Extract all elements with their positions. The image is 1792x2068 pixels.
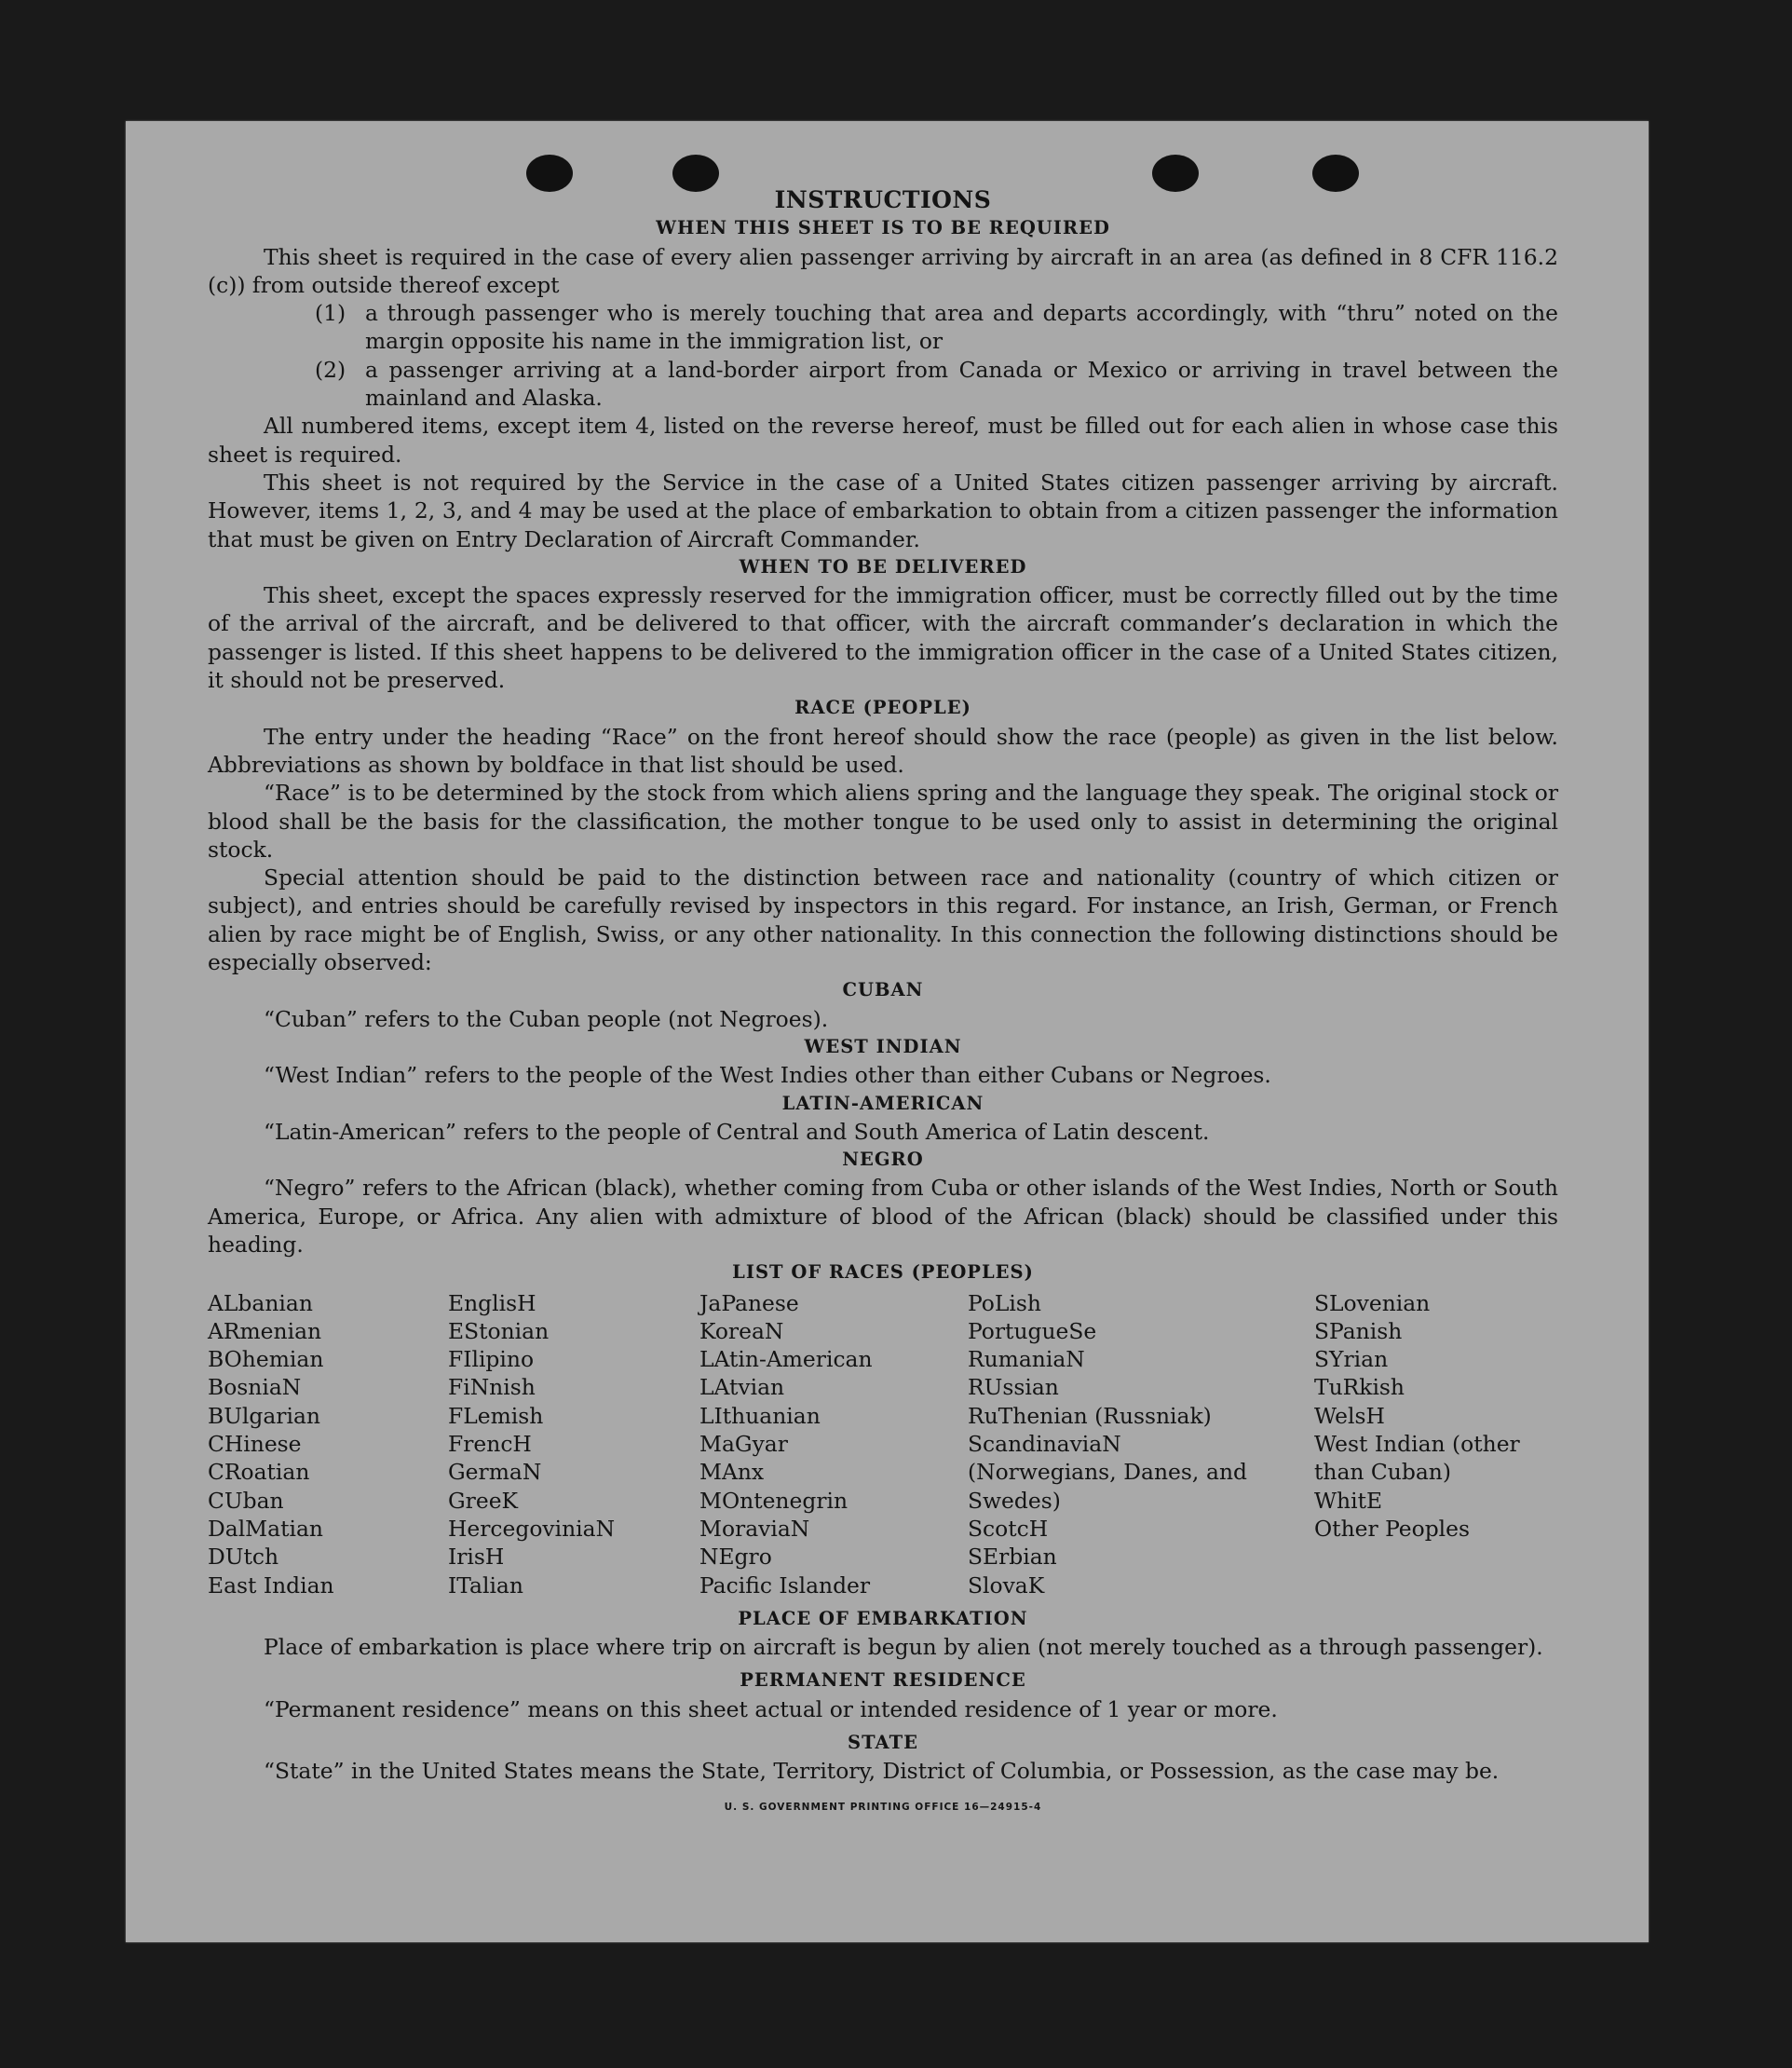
race-item: GermaN	[448, 1459, 542, 1486]
race-item: RuThenian (Russniak)	[968, 1402, 1212, 1429]
race-item: ALbanian	[208, 1289, 313, 1316]
page-title: INSTRUCTIONS	[774, 186, 992, 213]
race-item: East Indian	[208, 1571, 334, 1599]
numbered-item	[208, 356, 1558, 413]
numbered-item	[208, 299, 1558, 356]
race-item: EStonian	[448, 1317, 550, 1344]
race-item: KoreaN	[699, 1317, 784, 1344]
sheet-content	[208, 186, 1558, 1821]
race-item: LAtin-American	[699, 1346, 873, 1373]
section-heading-state: STATE	[848, 1732, 918, 1754]
race-item: TuRkish	[1314, 1374, 1405, 1401]
race-item: SlovaK	[968, 1571, 1045, 1599]
race-item: EnglisH	[448, 1289, 536, 1316]
section-heading-embarkation: PLACE OF EMBARKATION	[738, 1607, 1028, 1629]
race-item: SYrian	[1314, 1346, 1389, 1373]
item-text: a passenger arriving at a land-border airport from Canada or Mexico or arriving in travel between the mainland and Alaska.	[365, 356, 1558, 412]
section-heading-when-required: WHEN THIS SHEET IS TO BE REQUIRED	[656, 217, 1110, 239]
race-column	[1314, 1289, 1558, 1599]
section-heading-race: RACE (PEOPLE)	[794, 697, 971, 719]
race-item: FIlipino	[448, 1346, 535, 1373]
race-item: SLovenian	[1314, 1289, 1431, 1316]
instruction-sheet	[126, 121, 1649, 1942]
paragraph: “Latin-American” refers to the people of Central and South America of Latin descent.	[264, 1118, 1210, 1145]
paragraph: All numbered items, except item 4, listed on the reverse hereof, must be filled out for each alien in whose case this sheet is required.	[208, 413, 1558, 468]
race-column	[968, 1289, 1314, 1599]
printing-office-footer: U. S. GOVERNMENT PRINTING OFFICE 16—24915-4	[724, 1801, 1042, 1813]
section-heading-west-indian: WEST INDIAN	[804, 1035, 962, 1057]
race-item: Other Peoples	[1314, 1515, 1471, 1542]
section-heading-residence: PERMANENT RESIDENCE	[740, 1669, 1026, 1692]
item-text: a through passenger who is merely touching that area and departs accordingly, with “thru” noted on the margin opposite his name in the immigration list, or	[365, 300, 1558, 355]
section-heading-list-of-races: LIST OF RACES (PEOPLES)	[732, 1261, 1034, 1284]
race-item: MaGyar	[699, 1431, 788, 1458]
race-item: LIthuanian	[699, 1402, 821, 1429]
paragraph: “Negro” refers to the African (black), whether coming from Cuba or other islands of the West Indies, North or South America, Europe, or Africa. Any alien with admixture of blood of the African (black) should be classified under this heading.	[208, 1175, 1558, 1258]
race-item: JaPanese	[699, 1289, 799, 1316]
race-item: WelsH	[1314, 1402, 1385, 1429]
paragraph: Place of embarkation is place where trip on aircraft is begun by alien (not merely touched as a through passenger).	[264, 1634, 1543, 1661]
race-item: GreeK	[448, 1487, 519, 1514]
race-item: SPanish	[1314, 1317, 1403, 1344]
section-heading-latin-american: LATIN-AMERICAN	[781, 1092, 984, 1114]
race-item: CHinese	[208, 1431, 302, 1458]
race-item: ScotcH	[968, 1515, 1049, 1542]
paragraph: The entry under the heading “Race” on the front hereof should show the race (people) as given in the list below. Abbreviations as shown by boldface in that list should be used.	[208, 723, 1558, 778]
race-item: CRoatian	[208, 1459, 310, 1486]
paragraph: This sheet is required in the case of every alien passenger arriving by aircraft in an area (as defined in 8 CFR 116.2 (c)) from outside thereof except	[208, 243, 1558, 298]
paragraph: “Permanent residence” means on this sheet actual or intended residence of 1 year or more.	[264, 1695, 1278, 1722]
paragraph: “Race” is to be determined by the stock from which aliens spring and the language they speak. The original stock or blood shall be the basis for the classification, the mother tongue to be used only to assist in determining the original stock.	[208, 780, 1558, 863]
race-item: WhitE	[1314, 1487, 1383, 1514]
race-column	[699, 1289, 968, 1599]
section-heading-when-delivered: WHEN TO BE DELIVERED	[739, 555, 1027, 578]
race-item: ARmenian	[208, 1317, 322, 1344]
section-heading-cuban: CUBAN	[842, 979, 924, 1001]
item-number: (1)	[315, 300, 346, 327]
paragraph: This sheet is not required by the Service in the case of a United States citizen passenger arriving by aircraft. However, items 1, 2, 3, and 4 may be used at the place of embarkation to obtain from a citizen passenger the information that must be given on Entry Declaration of Aircraft Commander.	[208, 469, 1558, 552]
paragraph: “Cuban” refers to the Cuban people (not Negroes).	[264, 1005, 829, 1032]
race-item: HercegoviniaN	[448, 1515, 616, 1542]
race-item: Pacific Islander	[699, 1571, 871, 1599]
race-item: MAnx	[699, 1459, 765, 1486]
race-item: FrencH	[448, 1431, 532, 1458]
race-item: ITalian	[448, 1571, 523, 1599]
race-item: PoLish	[968, 1289, 1041, 1316]
race-column	[448, 1289, 699, 1599]
race-item: CUban	[208, 1487, 284, 1514]
paragraph: “State” in the United States means the State, Territory, District of Columbia, or Possession, as the case may be.	[264, 1758, 1500, 1785]
race-item: RUssian	[968, 1374, 1059, 1401]
race-item: SErbian	[968, 1544, 1057, 1571]
paragraph: This sheet, except the spaces expressly reserved for the immigration officer, must be correctly filled out by the time of the arrival of the aircraft, and be delivered to that officer, with the aircraft commander’s declaration in which the passenger is listed. If this sheet happens to be delivered to the immigration officer in the case of a United States citizen, it should not be preserved.	[208, 582, 1558, 694]
race-item: West Indian (other than Cuban)	[1314, 1431, 1520, 1486]
race-item: FLemish	[448, 1402, 544, 1429]
item-number: (2)	[315, 356, 346, 383]
race-item: BosniaN	[208, 1374, 302, 1401]
section-heading-negro: NEGRO	[842, 1149, 924, 1171]
race-column	[208, 1289, 448, 1599]
race-item: BOhemian	[208, 1346, 324, 1373]
race-item: BUlgarian	[208, 1402, 320, 1429]
race-item: LAtvian	[699, 1374, 785, 1401]
race-item: DUtch	[208, 1544, 279, 1571]
paragraph: “West Indian” refers to the people of the West Indies other than either Cubans or Negroes.	[264, 1062, 1271, 1089]
race-item: MoraviaN	[699, 1515, 810, 1542]
race-item: FiNnish	[448, 1374, 536, 1401]
paragraph: Special attention should be paid to the distinction between race and nationality (country of which citizen or subject), and entries should be carefully revised by inspectors in this regard. For instance, an Irish, German, or French alien by race might be of English, Swiss, or any other nationality. In this connection the following distinctions should be especially observed:	[208, 864, 1558, 976]
race-item: ScandinaviaN (Norwegians, Danes, and Swedes)	[968, 1431, 1247, 1514]
race-item: RumaniaN	[968, 1346, 1085, 1373]
race-item: DalMatian	[208, 1515, 323, 1542]
race-item: NEgro	[699, 1544, 772, 1571]
race-list	[208, 1289, 1558, 1599]
race-item: IrisH	[448, 1544, 505, 1571]
race-item: MOntenegrin	[699, 1487, 848, 1514]
race-item: PortugueSe	[968, 1317, 1097, 1344]
